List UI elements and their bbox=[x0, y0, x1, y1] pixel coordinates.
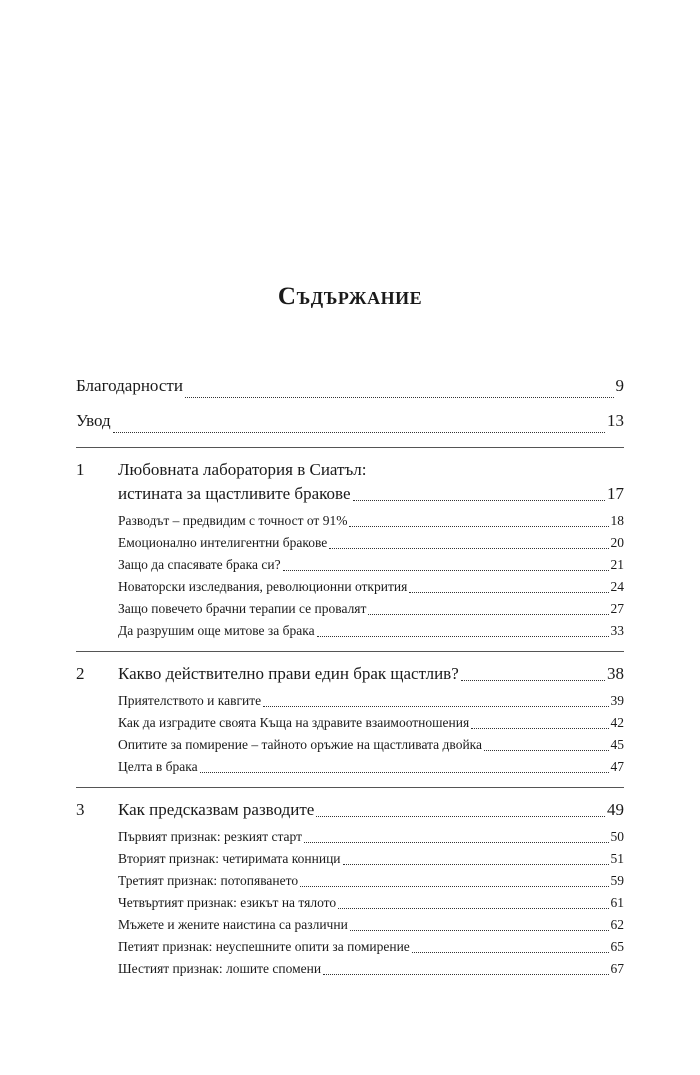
chapter-number: 2 bbox=[76, 664, 85, 683]
chapter-1-sections bbox=[76, 510, 624, 642]
dot-leader bbox=[484, 749, 608, 751]
section-page: 33 bbox=[610, 623, 624, 638]
dot-leader bbox=[353, 499, 606, 501]
section-label: Шестият признак: лошите спомени bbox=[118, 961, 322, 976]
dot-leader bbox=[412, 951, 609, 953]
section-page: 18 bbox=[610, 513, 624, 528]
section-entry bbox=[118, 936, 624, 958]
dot-leader bbox=[300, 885, 608, 887]
chapter-title-line: Любовната лаборатория в Сиатъл: bbox=[118, 460, 367, 479]
chapter-page: 17 bbox=[607, 484, 624, 503]
chapter-title: истината за щастливите бракове bbox=[118, 484, 351, 503]
section-label: Защо да спасявате брака си? bbox=[118, 557, 281, 572]
dot-leader bbox=[304, 841, 608, 843]
dot-leader bbox=[283, 569, 609, 571]
chapter-page: 49 bbox=[607, 800, 624, 819]
chapter-title: Как предсказвам разводите bbox=[118, 800, 315, 819]
section-page: 39 bbox=[610, 693, 624, 708]
dot-leader bbox=[329, 547, 608, 549]
chapter-title-line-last bbox=[118, 482, 624, 506]
dot-leader bbox=[113, 431, 605, 433]
divider bbox=[76, 787, 624, 788]
chapter-2 bbox=[76, 662, 624, 686]
chapter-2-sections bbox=[76, 690, 624, 778]
section-label: Защо повечето брачни терапии се провалят bbox=[118, 601, 367, 616]
chapter-number: 3 bbox=[76, 800, 85, 819]
section-label: Мъжете и жените наистина са различни bbox=[118, 917, 348, 932]
section-entry bbox=[118, 554, 624, 576]
section-label: Третият признак: потопяването bbox=[118, 873, 299, 888]
section-label: Вторият признак: четиримата конници bbox=[118, 851, 341, 866]
divider bbox=[76, 447, 624, 448]
toc-entry-page: 13 bbox=[607, 411, 624, 430]
section-page: 45 bbox=[610, 737, 624, 752]
toc-entry-label: Увод bbox=[76, 411, 111, 430]
dot-leader bbox=[349, 525, 608, 527]
chapter-1 bbox=[76, 458, 624, 506]
section-page: 20 bbox=[610, 535, 624, 550]
section-page: 61 bbox=[610, 895, 624, 910]
dot-leader bbox=[263, 705, 608, 707]
section-entry bbox=[118, 848, 624, 870]
section-page: 47 bbox=[610, 759, 624, 774]
page-title: Съдържание bbox=[277, 283, 423, 310]
section-page: 27 bbox=[610, 601, 624, 616]
dot-leader bbox=[200, 771, 609, 773]
dot-leader bbox=[316, 815, 605, 817]
section-label: Петият признак: неуспешните опити за помирение bbox=[118, 939, 410, 954]
toc-entry-page: 9 bbox=[615, 376, 624, 395]
section-label: Първият признак: резкият старт bbox=[118, 829, 303, 844]
dot-leader bbox=[461, 679, 605, 681]
chapter-title-line-last bbox=[118, 662, 624, 686]
dot-leader bbox=[317, 635, 609, 637]
section-label: Целта в брака bbox=[118, 759, 198, 774]
section-entry bbox=[118, 510, 624, 532]
dot-leader bbox=[185, 396, 614, 398]
chapter-title-line-last bbox=[118, 798, 624, 822]
section-entry bbox=[118, 914, 624, 936]
dot-leader bbox=[343, 863, 609, 865]
divider bbox=[76, 651, 624, 652]
section-entry bbox=[118, 598, 624, 620]
section-entry bbox=[118, 892, 624, 914]
section-page: 65 bbox=[610, 939, 624, 954]
section-entry bbox=[118, 756, 624, 778]
chapter-page: 38 bbox=[607, 664, 624, 683]
dot-leader bbox=[471, 727, 608, 729]
section-page: 21 bbox=[610, 557, 624, 572]
section-entry bbox=[118, 532, 624, 554]
section-label: Новаторски изследвания, революционни открития bbox=[118, 579, 408, 594]
section-page: 67 bbox=[610, 961, 624, 976]
section-entry bbox=[118, 620, 624, 642]
section-label: Емоционално интелигентни бракове bbox=[118, 535, 328, 550]
section-page: 62 bbox=[610, 917, 624, 932]
section-entry bbox=[118, 734, 624, 756]
dot-leader bbox=[368, 613, 608, 615]
section-page: 51 bbox=[610, 851, 624, 866]
section-page: 42 bbox=[610, 715, 624, 730]
toc-entry-introduction bbox=[76, 403, 624, 438]
dot-leader bbox=[350, 929, 609, 931]
toc-entry-label: Благодарности bbox=[76, 376, 183, 395]
section-label: Четвъртият признак: езикът на тялото bbox=[118, 895, 337, 910]
section-label: Приятелството и кавгите bbox=[118, 693, 262, 708]
section-label: Опитите за помирение – тайното оръжие на щастливата двойка bbox=[118, 737, 483, 752]
section-entry bbox=[118, 712, 624, 734]
section-page: 59 bbox=[610, 873, 624, 888]
section-label: Разводът – предвидим с точност от 91% bbox=[118, 513, 348, 528]
section-page: 50 bbox=[610, 829, 624, 844]
section-entry bbox=[118, 690, 624, 712]
section-entry bbox=[118, 958, 624, 980]
section-entry bbox=[118, 826, 624, 848]
section-label: Как да изградите своята Къща на здравите взаимоотношения bbox=[118, 715, 470, 730]
section-page: 24 bbox=[610, 579, 624, 594]
chapter-title: Какво действително прави един брак щастлив? bbox=[118, 664, 459, 683]
section-entry bbox=[118, 576, 624, 598]
section-label: Да разрушим още митове за брака bbox=[118, 623, 315, 638]
section-entry bbox=[118, 870, 624, 892]
chapter-3 bbox=[76, 798, 624, 822]
dot-leader bbox=[338, 907, 608, 909]
dot-leader bbox=[409, 591, 608, 593]
chapter-number: 1 bbox=[76, 460, 85, 479]
table-of-contents bbox=[76, 368, 624, 980]
chapter-3-sections bbox=[76, 826, 624, 980]
dot-leader bbox=[323, 973, 608, 975]
toc-entry-acknowledgements bbox=[76, 368, 624, 403]
